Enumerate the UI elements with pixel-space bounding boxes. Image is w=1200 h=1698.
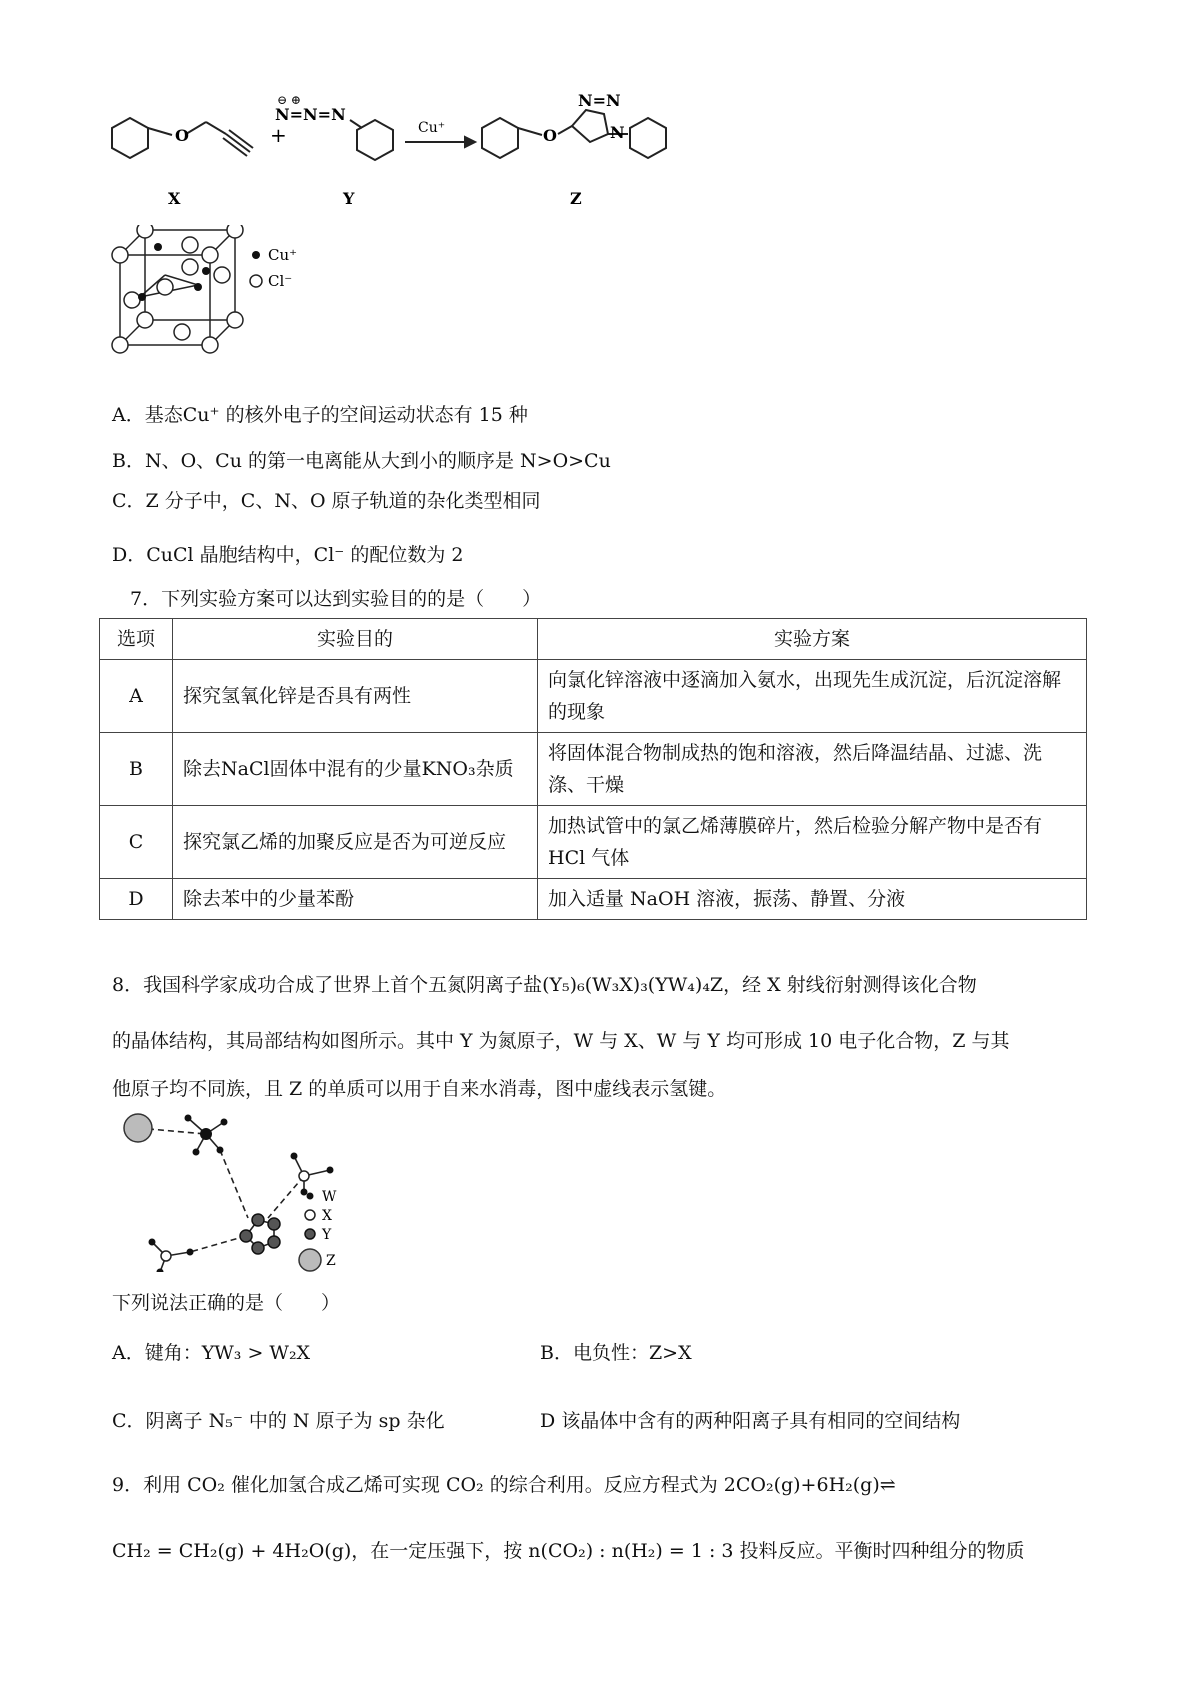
row-option: A (100, 660, 173, 733)
label-y: Y (343, 189, 355, 208)
q7-table (99, 618, 1087, 920)
table-header-row (100, 619, 1087, 660)
q7-stem: 7．下列实验方案可以达到实验目的的是（ ） (130, 588, 542, 610)
catalyst-label: Cu⁺ (418, 120, 446, 136)
benzene-ring-z1 (482, 118, 518, 158)
y-legend-dot (305, 1229, 315, 1239)
w-legend-label: W (322, 1189, 337, 1205)
q6-option-c: C．Z 分子中，C、N、O 原子轨道的杂化类型相同 (112, 490, 541, 512)
row-goal: 除去NaCl固体中混有的少量KNO₃杂质 (173, 733, 538, 806)
q8-option-d: D 该晶体中含有的两种阳离子具有相同的空间结构 (540, 1410, 961, 1432)
q9-line-1: 9．利用 CO₂ 催化加氢合成乙烯可实现 CO₂ 的综合利用。反应方程式为 2CO₂(g)+6H₂(g)⇌ (112, 1474, 896, 1496)
row-goal: 除去苯中的少量苯酚 (173, 879, 538, 920)
row-option: C (100, 806, 173, 879)
row-plan: 向氯化锌溶液中逐滴加入氨水，出现先生成沉淀，后沉淀溶解的现象 (538, 660, 1087, 733)
azide-group: N=N=N (275, 105, 346, 124)
cl-legend-label: Cl⁻ (268, 272, 293, 290)
oxygen-z: O (543, 126, 557, 145)
q6-option-a: A．基态Cu⁺ 的核外电子的空间运动状态有 15 种 (112, 404, 528, 426)
label-x: X (168, 189, 181, 208)
row-plan: 加入适量 NaOH 溶液，振荡、静置、分液 (538, 879, 1087, 920)
z-legend-label: Z (326, 1253, 336, 1269)
row-plan: 加热试管中的氯乙烯薄膜碎片，然后检验分解产物中是否有 HCl 气体 (538, 806, 1087, 879)
label-z: Z (570, 189, 582, 208)
row-plan: 将固体混合物制成热的饱和溶液，然后降温结晶、过滤、洗涤、干燥 (538, 733, 1087, 806)
triazole-n: N (610, 123, 625, 142)
cu-legend-label: Cu⁺ (268, 246, 298, 264)
q8-line-1: 8．我国科学家成功合成了世界上首个五氮阴离子盐(Y₅)₆(W₃X)₃(YW₄)₄Z，经 X 射线衍射测得该化合物 (112, 974, 977, 996)
q9-line-2: CH₂ = CH₂(g) + 4H₂O(g)，在一定压强下，按 n(CO₂) : n(H₂) = 1 : 3 投料反应。平衡时四种组分的物质 (112, 1540, 1025, 1562)
benzene-ring-z2 (630, 118, 666, 158)
cucl-unit-cell (110, 225, 340, 365)
q8-line-2: 的晶体结构，其局部结构如图所示。其中 Y 为氮原子，W 与 X、W 与 Y 均可形成 10 电子化合物，Z 与其 (112, 1030, 1010, 1052)
header-goal: 实验目的 (173, 619, 538, 660)
q8-option-c: C．阴离子 N₅⁻ 中的 N 原子为 sp 杂化 (112, 1410, 445, 1432)
row-option: B (100, 733, 173, 806)
azide-charges: ⊖ ⊕ (277, 93, 301, 107)
reaction-scheme (100, 90, 760, 220)
row-goal: 探究氢氧化锌是否具有两性 (173, 660, 538, 733)
row-goal: 探究氯乙烯的加聚反应是否为可逆反应 (173, 806, 538, 879)
z-legend-dot (299, 1249, 321, 1271)
q6-option-d: D．CuCl 晶胞结构中，Cl⁻ 的配位数为 2 (112, 544, 464, 566)
benzene-ring-x (112, 118, 148, 158)
table-row (100, 733, 1087, 806)
q8-line-3: 他原子均不同族，且 Z 的单质可以用于自来水消毒，图中虚线表示氢键。 (112, 1078, 727, 1100)
q6-option-b: B．N、O、Cu 的第一电离能从大到小的顺序是 N>O>Cu (112, 450, 611, 472)
x-legend-label: X (322, 1208, 332, 1224)
table-row (100, 806, 1087, 879)
q8-option-a: A．键角：YW₃ > W₂X (112, 1342, 311, 1364)
q8-option-b: B．电负性：Z>X (540, 1342, 692, 1364)
oxygen-x: O (175, 126, 189, 145)
header-plan: 实验方案 (538, 619, 1087, 660)
triazole-nn: N=N (578, 91, 621, 110)
w-legend-dot (307, 1193, 314, 1200)
benzene-ring-y (357, 120, 393, 160)
table-row (100, 660, 1087, 733)
cl-legend-dot (250, 275, 262, 287)
cu-legend-dot (252, 251, 260, 259)
q8-prompt: 下列说法正确的是（ ） (112, 1292, 341, 1314)
y-legend-label: Y (322, 1227, 332, 1243)
x-legend-dot (305, 1210, 315, 1220)
triazole-ring (572, 110, 608, 142)
header-option: 选项 (100, 619, 173, 660)
table-row (100, 879, 1087, 920)
plus-sign: + (270, 123, 287, 147)
pentazolate-structure (108, 1112, 388, 1272)
row-option: D (100, 879, 173, 920)
